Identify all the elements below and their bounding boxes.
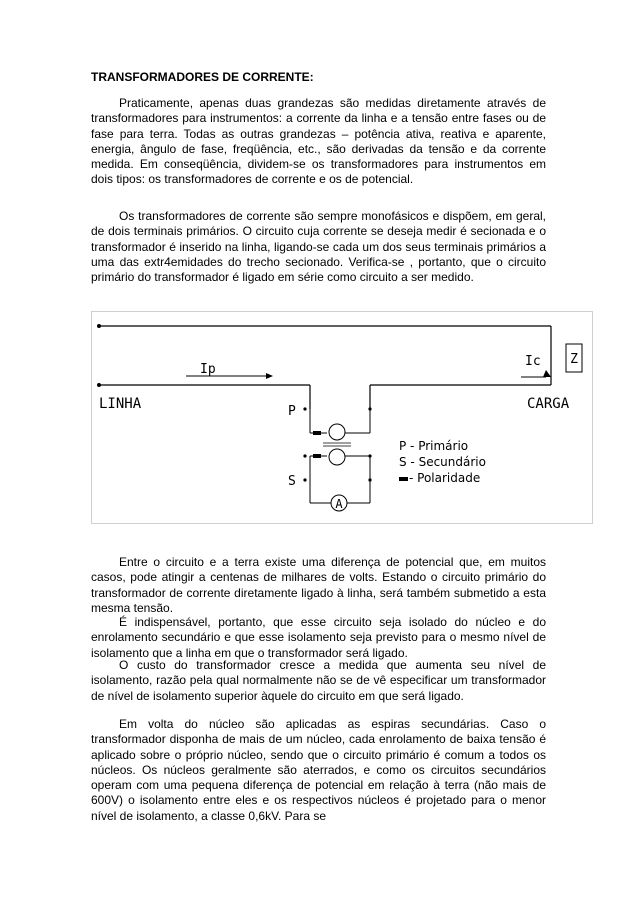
secondary-coil — [329, 449, 345, 465]
primary-polarity-mark — [313, 431, 321, 435]
primary-dot-left — [303, 407, 306, 410]
legend-polarity: - Polaridade — [409, 471, 481, 485]
ip-label: Ip — [200, 362, 216, 377]
legend-secondary: S - Secundário — [399, 455, 486, 469]
ic-label: Ic — [525, 354, 541, 369]
paragraph-3: Entre o circuito e a terra existe uma diferença de potencial que, em muitos casos, pode atingir a centenas de milhares de volts. Estando o circuito primário do transformador de corrente diretamente ligado à linha, será também submetido a esta mesma tensão. — [91, 555, 546, 615]
legend-primary: P - Primário — [399, 439, 469, 453]
paragraph-5: O custo do transformador cresce a medida que aumenta seu nível de isolamento, razão pela qual normalmente não se de vê especificar um transformador de nível de isolamento superior àquele do circuito em que será ligado. — [91, 658, 546, 703]
secondary-dot-lower-left — [303, 478, 306, 481]
p-label: P — [288, 404, 296, 419]
paragraph-4: É indispensável, portanto, que esse circuito seja isolado do núcleo e do enrolamento secundário e que esse isolamento seja previsto para o mesmo nível de isolamento que a linha em que o transformador será ligado. — [91, 615, 546, 660]
paragraph-1: Praticamente, apenas duas grandezas são medidas diretamente através de transformadores para instrumentos: a corrente da linha e a tensão entre fases ou de fase para terra. Todas as outras grandezas – potência ativa, reativa e aparente, energia, ângulo de fase, freqüência, etc., são derivadas da tensão e da corrente medida. Em conseqüência, dividem-se os transformadores para instrumentos em dois tipos: os transformadores de corrente e os de potencial. — [91, 96, 546, 187]
ammeter-label: A — [335, 497, 343, 511]
section-title: TRANSFORMADORES DE CORRENTE: — [91, 70, 314, 84]
top-terminal-dot — [97, 324, 101, 328]
secondary-dot-lower-right — [368, 478, 371, 481]
paragraph-6: Em volta do núcleo são aplicadas as espiras secundárias. Caso o transformador disponha de mais de um núcleo, cada enrolamento de baixa tensão é aplicado sobre o próprio núcleo, sendo que o circuito primário é comum a todos os núcleos. Os núcleos geralmente são aterrados, e como os circuitos secundários operam com uma pequena diferença de potencial em relação à terra (não mais de 600V) o isolamento entre eles e os respectivos núcleos é projetado para o menor nível de isolamento, a classe 0,6kV. Para se — [91, 717, 546, 823]
paragraph-2: Os transformadores de corrente são sempre monofásicos e dispõem, em geral, de dois terminais primários. O circuito cuja corrente se deseja medir é secionada e o transformador é inserido na linha, ligando-se cada um dos seus terminais primários a uma das extr4emidades do trecho secionado. Verifica-se , portanto, que o circuito primário do transformador é ligado em série como circuito a ser medido. — [91, 209, 546, 285]
linha-label: LINHA — [99, 396, 142, 412]
legend-polarity-mark — [399, 477, 408, 481]
secondary-dot-right — [368, 454, 371, 457]
secondary-polarity-mark — [313, 454, 321, 458]
z-label: Z — [570, 352, 578, 367]
secondary-dot-left — [303, 454, 306, 457]
current-transformer-diagram — [91, 311, 593, 524]
s-label: S — [288, 474, 296, 489]
primary-coil — [329, 424, 345, 440]
carga-label: CARGA — [527, 396, 570, 412]
figure-frame — [92, 312, 593, 524]
